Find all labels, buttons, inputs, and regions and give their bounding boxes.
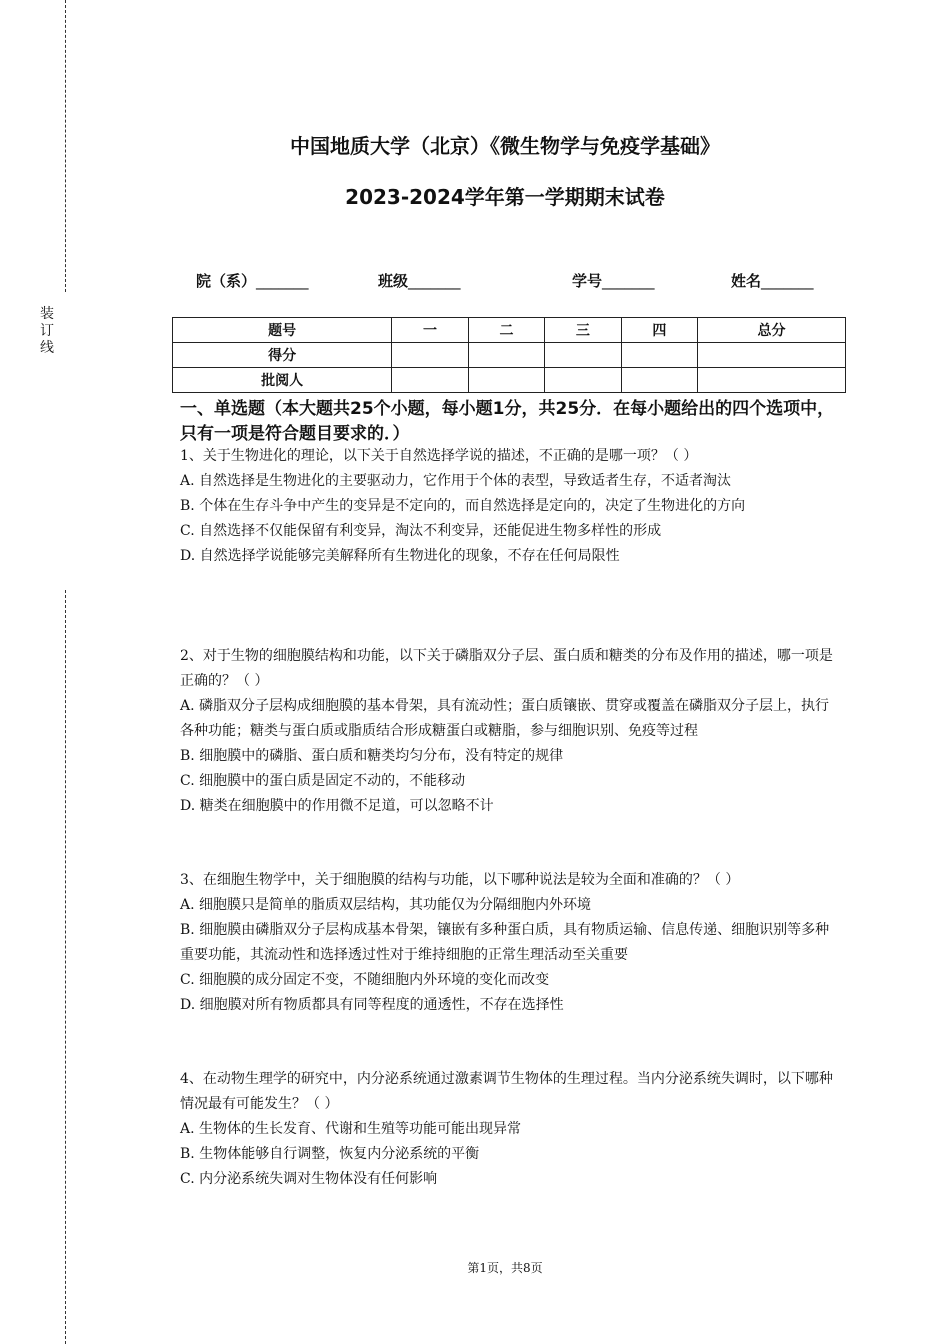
question-option: C. 自然选择不仅能保留有利变异，淘汰不利变异，还能促进生物多样性的形成 [180,523,662,539]
question-stem: 2、对于生物的细胞膜结构和功能，以下关于磷脂双分子层、蛋白质和糖类的分布及作用的描述，哪一项是正确的？（ ） [180,648,833,689]
info-department[interactable] [196,270,309,291]
question-stem: 4、在动物生理学的研究中，内分泌系统通过激素调节生物体的生理过程。当内分泌系统失调时，以下哪种情况最有可能发生？（ ） [180,1071,833,1112]
question-option: D. 细胞膜对所有物质都具有同等程度的通透性，不存在选择性 [180,997,564,1013]
info-blank: _______ [602,272,655,290]
reviewer-cell[interactable] [621,368,697,393]
question-option: A. 细胞膜只是简单的脂质双层结构，其功能仅为分隔细胞内外环境 [180,897,592,913]
question-1 [180,444,842,569]
question-4 [180,1067,842,1192]
score-table [172,317,846,393]
question-option: C. 内分泌系统失调对生物体没有任何影响 [180,1171,438,1187]
info-blank: _______ [761,272,814,290]
score-table-header-cell: 题号 [173,318,392,343]
section-header: 一、单选题（本大题共25个小题，每小题1分，共25分．在每小题给出的四个选项中，只有一项是符合题目要求的．） [180,399,835,444]
info-class[interactable] [378,270,461,291]
info-name[interactable] [731,270,814,291]
info-label: 班级 [378,272,409,290]
question-option: B. 生物体能够自行调整，恢复内分泌系统的平衡 [180,1146,480,1162]
question-option: A. 自然选择是生物进化的主要驱动力，它作用于个体的表型，导致适者生存，不适者淘汰 [180,473,732,489]
score-cell[interactable] [698,343,846,368]
question-stem: 1、关于生物进化的理论，以下关于自然选择学说的描述，不正确的是哪一项？（ ） [180,448,698,464]
binding-char: 订 [40,323,54,339]
info-label: 姓名 [731,272,762,290]
page-footer: 第1页，共8页 [467,1261,543,1275]
score-table-header-row [173,318,846,343]
score-table-row [173,343,846,368]
score-table-header-cell: 一 [392,318,468,343]
question-option: C. 细胞膜的成分固定不变，不随细胞内外环境的变化而改变 [180,972,550,988]
exam-title-line1: 中国地质大学（北京）《微生物学与免疫学基础》 [290,134,720,158]
question-option: C. 细胞膜中的蛋白质是固定不动的，不能移动 [180,773,466,789]
question-2 [180,644,842,819]
score-cell[interactable] [392,343,468,368]
question-option: D. 自然选择学说能够完美解释所有生物进化的现象，不存在任何局限性 [180,548,620,564]
binding-char: 线 [40,340,54,356]
score-table-header-cell: 总分 [698,318,846,343]
score-cell[interactable] [468,343,544,368]
info-label: 学号 [572,272,603,290]
info-label: 院（系） [196,272,257,290]
question-option: B. 细胞膜中的磷脂、蛋白质和糖类均匀分布，没有特定的规律 [180,748,564,764]
reviewer-cell[interactable] [545,368,621,393]
exam-title-line2: 2023-2024学年第一学期期末试卷 [345,185,665,209]
question-option: D. 糖类在细胞膜中的作用微不足道，可以忽略不计 [180,798,494,814]
score-table-row [173,368,846,393]
score-cell[interactable] [545,343,621,368]
score-table-header-cell: 三 [545,318,621,343]
question-3 [180,868,842,1018]
reviewer-cell[interactable] [698,368,846,393]
reviewer-cell[interactable] [392,368,468,393]
score-row-label: 批阅人 [173,368,392,393]
score-cell[interactable] [621,343,697,368]
question-option: B. 个体在生存斗争中产生的变异是不定向的，而自然选择是定向的，决定了生物进化的方向 [180,498,746,514]
info-student-id[interactable] [572,270,655,291]
binding-dashed-line-bottom [65,590,66,1344]
info-blank: _______ [408,272,461,290]
score-row-label: 得分 [173,343,392,368]
score-table-header-cell: 四 [621,318,697,343]
info-blank: _______ [256,272,309,290]
binding-char: 装 [40,306,54,322]
question-option: A. 生物体的生长发育、代谢和生殖等功能可能出现异常 [180,1121,522,1137]
binding-label [38,306,56,357]
reviewer-cell[interactable] [468,368,544,393]
question-option: A. 磷脂双分子层构成细胞膜的基本骨架，具有流动性；蛋白质镶嵌、贯穿或覆盖在磷脂双分子层上，执行各种功能；糖类与蛋白质或脂质结合形成糖蛋白或糖脂，参与细胞识别、免疫等过程 [180,698,830,739]
question-stem: 3、在细胞生物学中，关于细胞膜的结构与功能，以下哪种说法是较为全面和准确的？（ ） [180,872,740,888]
question-option: B. 细胞膜由磷脂双分子层构成基本骨架，镶嵌有多种蛋白质，具有物质运输、信息传递、细胞识别等多种重要功能，其流动性和选择透过性对于维持细胞的正常生理活动至关重要 [180,922,830,963]
score-table-header-cell: 二 [468,318,544,343]
